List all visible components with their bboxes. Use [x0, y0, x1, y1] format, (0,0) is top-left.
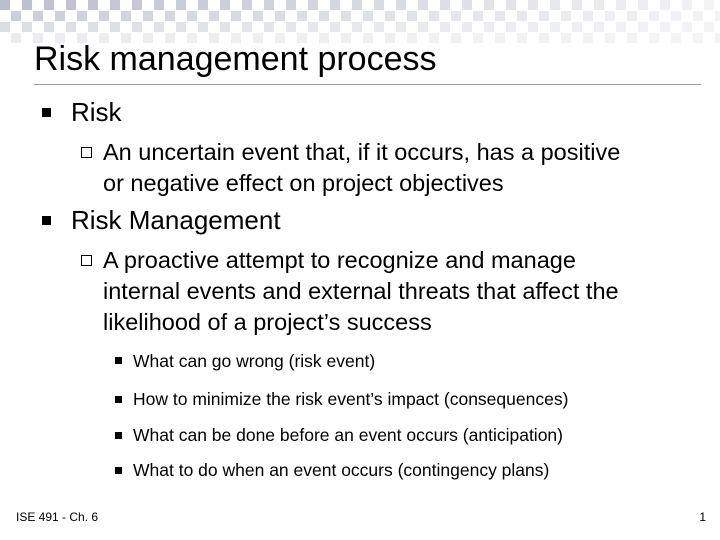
- pattern-square: [616, 0, 626, 10]
- pattern-square: [11, 33, 21, 43]
- pattern-square: [682, 0, 692, 10]
- pattern-square: [121, 11, 131, 21]
- question-item: What can be done before an event occurs (anticipation): [133, 425, 563, 445]
- pattern-square: [462, 22, 472, 32]
- pattern-square: [297, 11, 307, 21]
- pattern-square: [385, 11, 395, 21]
- slide-number: 1: [699, 510, 706, 524]
- pattern-square: [627, 11, 637, 21]
- pattern-square: [539, 33, 549, 43]
- pattern-square: [396, 0, 406, 10]
- pattern-square: [396, 22, 406, 32]
- pattern-square: [517, 33, 527, 43]
- square-bullet-icon: [42, 108, 51, 117]
- pattern-square: [572, 0, 582, 10]
- pattern-square: [242, 22, 252, 32]
- pattern-square: [209, 11, 219, 21]
- pattern-square: [154, 0, 164, 10]
- pattern-square: [319, 11, 329, 21]
- pattern-square: [220, 22, 230, 32]
- pattern-square: [506, 22, 516, 32]
- pattern-square: [594, 22, 604, 32]
- pattern-square: [308, 22, 318, 32]
- risk-management-definition-line-2: internal events and external threats that affect the: [103, 278, 619, 304]
- pattern-square: [165, 11, 175, 21]
- pattern-square: [187, 11, 197, 21]
- pattern-square: [605, 11, 615, 21]
- risk-management-definition-line-1: A proactive attempt to recognize and manage: [103, 247, 576, 273]
- pattern-square: [484, 0, 494, 10]
- pattern-square: [418, 0, 428, 10]
- small-square-bullet-icon: [115, 432, 122, 439]
- pattern-square: [275, 11, 285, 21]
- pattern-square: [198, 22, 208, 32]
- pattern-square: [132, 0, 142, 10]
- pattern-square: [440, 0, 450, 10]
- pattern-square: [0, 0, 10, 10]
- square-bullet-icon: [42, 216, 51, 225]
- pattern-square: [88, 22, 98, 32]
- pattern-square: [374, 0, 384, 10]
- pattern-square: [693, 33, 703, 43]
- pattern-square: [704, 0, 714, 10]
- pattern-square: [638, 22, 648, 32]
- pattern-square: [462, 0, 472, 10]
- pattern-square: [561, 11, 571, 21]
- pattern-square: [451, 33, 461, 43]
- pattern-square: [220, 0, 230, 10]
- pattern-square: [572, 22, 582, 32]
- pattern-square: [154, 22, 164, 32]
- pattern-square: [22, 22, 32, 32]
- pattern-square: [0, 22, 10, 32]
- pattern-square: [99, 11, 109, 21]
- pattern-square: [440, 22, 450, 32]
- pattern-square: [495, 11, 505, 21]
- pattern-square: [583, 11, 593, 21]
- pattern-square: [66, 22, 76, 32]
- pattern-square: [451, 11, 461, 21]
- pattern-square: [594, 0, 604, 10]
- pattern-square: [495, 33, 505, 43]
- pattern-square: [638, 0, 648, 10]
- pattern-square: [330, 22, 340, 32]
- pattern-square: [583, 33, 593, 43]
- pattern-square: [671, 33, 681, 43]
- pattern-square: [176, 0, 186, 10]
- pattern-square: [110, 0, 120, 10]
- pattern-square: [407, 11, 417, 21]
- checkbox-bullet-icon: [81, 147, 92, 158]
- pattern-square: [660, 22, 670, 32]
- pattern-square: [429, 11, 439, 21]
- question-item: What can go wrong (risk event): [133, 351, 376, 371]
- pattern-square: [77, 11, 87, 21]
- pattern-square: [715, 11, 720, 21]
- pattern-square: [473, 33, 483, 43]
- bullet-risk: Risk: [71, 97, 122, 127]
- title-divider: [34, 84, 701, 85]
- question-item: How to minimize the risk event’s impact (consequences): [133, 389, 569, 409]
- pattern-square: [550, 0, 560, 10]
- pattern-square: [132, 22, 142, 32]
- pattern-square: [616, 22, 626, 32]
- pattern-square: [374, 22, 384, 32]
- risk-definition-line-1: An uncertain event that, if it occurs, has a positive: [103, 139, 621, 165]
- risk-management-definition-line-3: likelihood of a project’s success: [103, 309, 432, 335]
- small-square-bullet-icon: [115, 467, 122, 474]
- pattern-square: [264, 0, 274, 10]
- pattern-square: [44, 0, 54, 10]
- slide-title: Risk management process: [34, 40, 437, 78]
- question-item: What to do when an event occurs (contingency plans): [133, 460, 550, 480]
- pattern-square: [605, 33, 615, 43]
- pattern-square: [539, 11, 549, 21]
- pattern-square: [528, 0, 538, 10]
- bullet-risk-management: Risk Management: [71, 205, 281, 235]
- pattern-square: [110, 22, 120, 32]
- pattern-square: [66, 0, 76, 10]
- pattern-square: [363, 11, 373, 21]
- pattern-square: [341, 11, 351, 21]
- pattern-square: [33, 11, 43, 21]
- pattern-square: [176, 22, 186, 32]
- pattern-square: [506, 0, 516, 10]
- pattern-square: [649, 33, 659, 43]
- pattern-square: [143, 11, 153, 21]
- pattern-square: [671, 11, 681, 21]
- pattern-square: [649, 11, 659, 21]
- pattern-square: [11, 11, 21, 21]
- pattern-square: [550, 22, 560, 32]
- risk-definition-line-2: or negative effect on project objectives: [103, 170, 504, 196]
- pattern-square: [55, 11, 65, 21]
- pattern-square: [484, 22, 494, 32]
- pattern-square: [308, 0, 318, 10]
- pattern-square: [264, 22, 274, 32]
- pattern-square: [352, 22, 362, 32]
- pattern-square: [352, 0, 362, 10]
- pattern-square: [22, 0, 32, 10]
- pattern-square: [88, 0, 98, 10]
- pattern-square: [561, 33, 571, 43]
- pattern-square: [198, 0, 208, 10]
- pattern-square: [693, 11, 703, 21]
- pattern-square: [286, 22, 296, 32]
- pattern-square: [528, 22, 538, 32]
- pattern-square: [286, 0, 296, 10]
- small-square-bullet-icon: [115, 396, 122, 403]
- pattern-square: [253, 11, 263, 21]
- pattern-square: [517, 11, 527, 21]
- pattern-square: [660, 0, 670, 10]
- small-square-bullet-icon: [115, 357, 122, 364]
- pattern-square: [44, 22, 54, 32]
- pattern-square: [473, 11, 483, 21]
- pattern-square: [330, 0, 340, 10]
- footer-course-label: ISE 491 - Ch. 6: [16, 510, 99, 524]
- pattern-square: [627, 33, 637, 43]
- pattern-square: [704, 22, 714, 32]
- checkbox-bullet-icon: [81, 255, 92, 266]
- pattern-square: [231, 11, 241, 21]
- pattern-square: [242, 0, 252, 10]
- pattern-square: [715, 33, 720, 43]
- pattern-square: [682, 22, 692, 32]
- pattern-square: [418, 22, 428, 32]
